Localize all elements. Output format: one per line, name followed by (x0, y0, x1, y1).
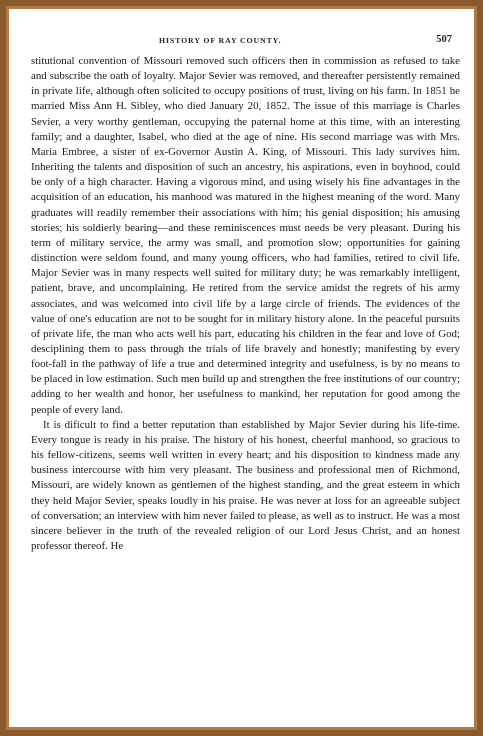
running-head: HISTORY OF RAY COUNTY. (159, 36, 282, 45)
inner-frame (6, 6, 477, 730)
body-text (31, 54, 460, 554)
paragraph-reputation: It is dificult to find a better reputation than established by Major Sevier during his life-time. Every tongue is ready in his praise. The history of his honest, cheerful manhood, so gracious to his fellow-citizens, seems well written in every heart; and his disposition to kindness made any business intercourse with him very pleasant. The business and professional men of Richmond, Missouri, are widely known as gentlemen of the highest standing, and the great esteem in which they held Major Sevier, speaks loudly in his praise. He was never at loss for an agreeable subject of conversation; an interview with him never failed to please, as well as to instruct. He was a most sincere believer in the truth of the revealed religion of our Lord Jesus Christ, and an honest professor thereof. He (31, 418, 460, 552)
paragraph-continued: stitutional convention of Missouri removed such officers then in commission as refused to take and subscribe the oath of loyalty. Major Sevier was removed, and thereafter persistently remained in private life, although often solicited to occupy positions of trust, living on his farm. In 1851 he married Miss Ann H. Sibley, who died January 20, 1852. The issue of this marriage is Charles Sevier, a very worthy gentleman, occupying the paternal home at this time, with an interesting family; and a daughter, Isabel, who died at the age of nine. His second marriage was with Mrs. Maria Embree, a sister of ex-Governor Austin A. King, of Missouri. This lady survives him. Inheriting the talents and disposition of such an ancestry, his aspirations, even in boyhood, could be only of a high character. Having a vigorous mind, and using wisely his fine advantages in the acquisition of an education, his manhood was matured in the highest meaning of the word. Many graduates will readily remember their associations with him; his genial disposition; his amusing stories; his soldierly bearing—and these reminiscences must needs be very pleasant. During his term of military service, the army was small, and promotion slow; opportunities for gaining distinction were seldom found, and many young officers, who had families, retired to civil life. Major Sevier was in many respects well suited for military duty; he was remarkably intelligent, patient, brave, and uncomplaining. He retired from the service amidst the regrets of his army associates, and was welcomed into civil life by a large circle of friends. The evidences of the value of one's education are not to be sought for in military history alone. In the peaceful pursuits of private life, the man who acts well his part, educating his children in the fear and love of God; desciplining them to pass through the trials of life bravely and honestly; manifesting by every foot-fall in the pathway of life a true and determined integrity and usefulness, is by no means to be placed in low estimation. Such men build up and strengthen the free institutions of our country; adding to her wealth and honor, her usefulness to mankind, her reputation for good among the people of every land. (31, 55, 460, 416)
page-number: 507 (436, 34, 452, 45)
book-page (9, 9, 474, 727)
